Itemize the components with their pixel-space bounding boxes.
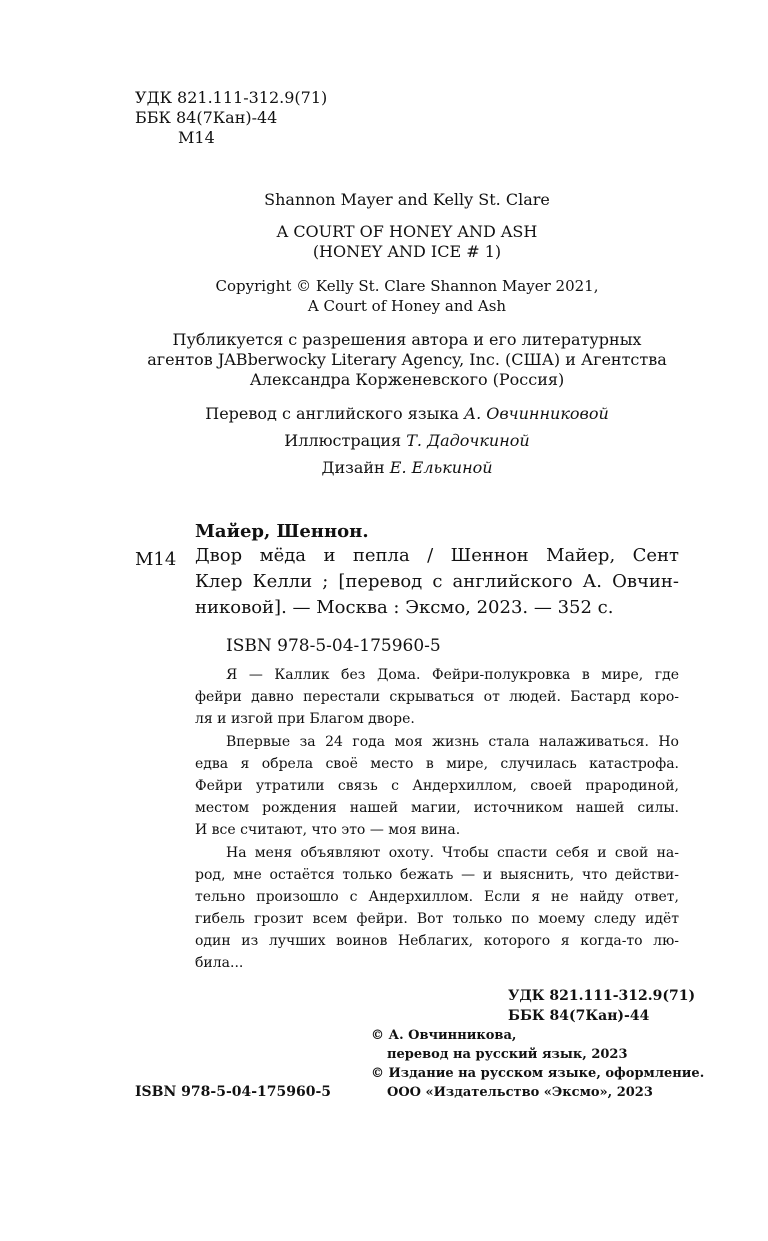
translator-name: А. Овчинниковой (463, 404, 609, 423)
annotation-line: Впервые за 24 года моя жизнь стала налаживаться. Но (226, 734, 679, 750)
catalog-entry-line: Клер Келли ; [перевод с английского А. Овчин- (195, 571, 679, 592)
annotation-line: била... (195, 955, 244, 971)
designer-name: Е. Елькиной (389, 458, 493, 477)
copyright-edition: © Издание на русском языке, оформление. (371, 1066, 705, 1081)
bbk-code: ББК 84(7Кан)-44 (135, 108, 278, 127)
catalog-entry-line: Двор мёда и пепла / Шеннон Майер, Сент (195, 545, 679, 566)
author-mark: М14 (178, 128, 215, 147)
catalog-entry-line: никовой]. — Москва : Эксмо, 2023. — 352 с. (195, 597, 614, 618)
copyright-translation-detail: перевод на русский язык, 2023 (387, 1047, 628, 1062)
catalog-isbn: ISBN 978-5-04-175960-5 (226, 636, 441, 656)
copyright-translation: © А. Овчинникова, (371, 1028, 517, 1043)
publication-note-line: Александра Корженевского (Россия) (249, 370, 565, 389)
illustration-label: Иллюстрация (284, 431, 402, 450)
design-label: Дизайн (321, 458, 385, 477)
original-copyright-title: A Court of Honey and Ash (307, 297, 507, 315)
catalog-mark: М14 (135, 549, 177, 570)
bottom-bbk-code: ББК 84(7Кан)-44 (508, 1008, 650, 1024)
publication-note-line: агентов JABberwocky Literary Agency, Inc. (США) и Агентства (147, 350, 667, 369)
udk-code: УДК 821.111-312.9(71) (135, 88, 328, 107)
annotation-line: ля и изгой при Благом дворе. (195, 711, 415, 727)
design-credit (0, 458, 768, 477)
catalog-author-heading: Майер, Шеннон. (195, 521, 369, 542)
annotation-line: местом рождения нашей магии, источником нашей силы. (195, 800, 679, 816)
annotation-line: род, мне остаётся только бежать — и выяснить, что действи- (195, 867, 679, 883)
annotation-line: На меня объявляют охоту. Чтобы спасти себя и свой на- (226, 845, 679, 861)
annotation-line: фейри давно перестали скрываться от людей. Бастард коро- (195, 689, 679, 705)
translation-credit (0, 404, 768, 423)
annotation-line: И все считают, что это — моя вина. (195, 822, 461, 838)
annotation-line: один из лучших воинов Неблагих, которого я когда-то лю- (195, 933, 679, 949)
original-copyright: Copyright © Kelly St. Clare Shannon Mayer 2021, (215, 277, 599, 295)
original-authors: Shannon Mayer and Kelly St. Clare (264, 190, 550, 209)
copyright-publisher: ООО «Издательство «Эксмо», 2023 (387, 1085, 653, 1100)
annotation-line: Фейри утратили связь с Андерхиллом, своей прародиной, (195, 778, 679, 794)
annotation-line: едва я обрела своё место в мире, случилась катастрофа. (195, 756, 679, 772)
annotation-line: Я — Каллик без Дома. Фейри-полукровка в мире, где (226, 667, 679, 683)
translation-label: Перевод с английского языка (205, 404, 459, 423)
annotation-line: тельно произошло с Андерхиллом. Если я не найду ответ, (195, 889, 679, 905)
bottom-isbn: ISBN 978-5-04-175960-5 (135, 1084, 332, 1100)
bottom-udk-code: УДК 821.111-312.9(71) (508, 988, 696, 1004)
original-series: (HONEY AND ICE # 1) (312, 242, 502, 261)
annotation-line: гибель грозит всем фейри. Вот только по моему следу идёт (195, 911, 679, 927)
publication-note-line: Публикуется с разрешения автора и его литературных (172, 330, 642, 349)
original-title: A COURT OF HONEY AND ASH (276, 222, 538, 241)
illustration-credit (0, 431, 768, 450)
illustrator-name: Т. Дадочкиной (406, 431, 530, 450)
